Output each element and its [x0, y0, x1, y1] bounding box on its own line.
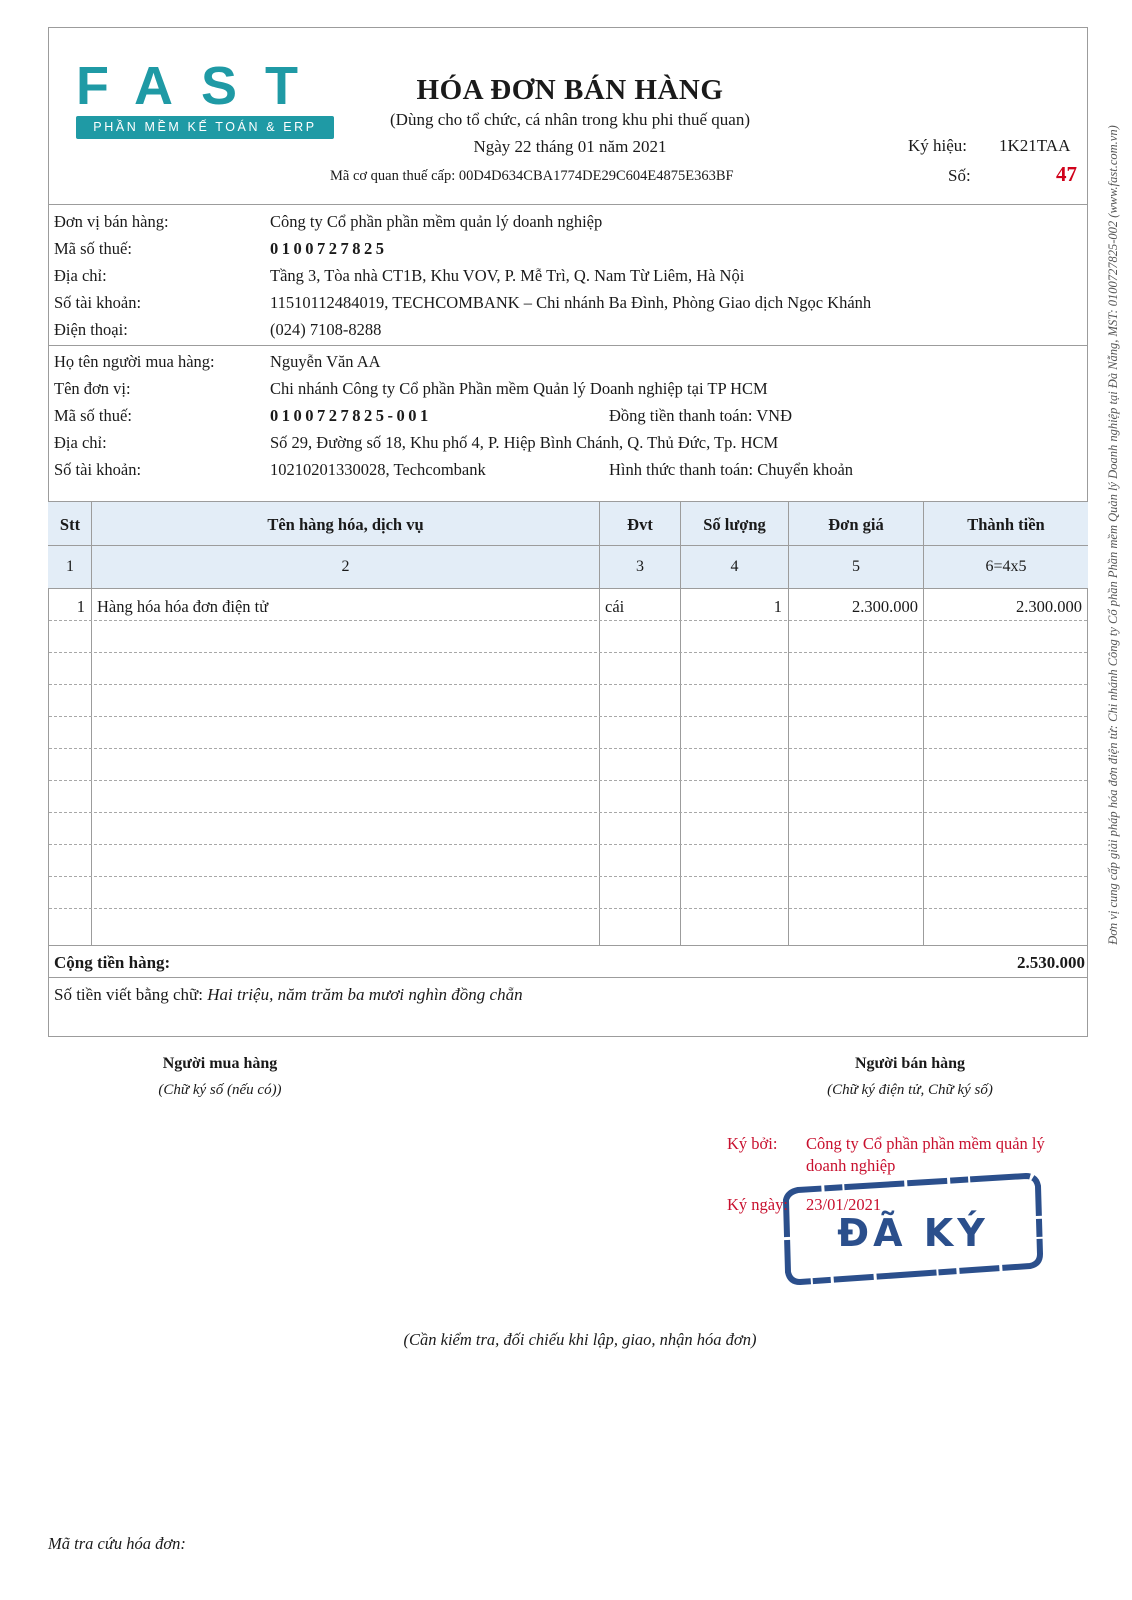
amount-in-words: [54, 985, 523, 1005]
table-row-divider: [49, 620, 1087, 621]
buyer-signature-note: (Chữ ký số (nếu có)): [158, 1082, 282, 1098]
column-header-unit: Đvt: [627, 515, 653, 534]
column-number: 4: [730, 558, 739, 575]
row-item-name: Hàng hóa hóa đơn điện tử: [97, 597, 269, 616]
invoice-subtitle: (Dùng cho tổ chức, cá nhân trong khu phi thuế quan): [390, 110, 750, 129]
table-row-divider: [49, 748, 1087, 749]
signed-by-label: Ký bởi:: [727, 1134, 778, 1153]
buyer-tax-label: Mã số thuế:: [54, 406, 132, 425]
column-number: 6=4x5: [985, 558, 1027, 575]
seller-signature-title: Người bán hàng: [854, 1055, 966, 1072]
invoice-date: Ngày 22 tháng 01 năm 2021: [473, 137, 667, 156]
buyer-unit: Chi nhánh Công ty Cổ phần Phần mềm Quản lý Doanh nghiệp tại TP HCM: [270, 379, 768, 398]
row-price: 2.300.000: [852, 597, 918, 616]
currency: Đồng tiền thanh toán: VNĐ: [609, 406, 793, 425]
invoice-title: HÓA ĐƠN BÁN HÀNG: [416, 74, 724, 106]
signed-by-line1: Công ty Cổ phần phần mềm quản lý: [806, 1134, 1045, 1153]
buyer-account-label: Số tài khoản:: [54, 460, 142, 479]
row-unit: cái: [605, 597, 625, 616]
lookup-code-label: Mã tra cứu hóa đơn:: [48, 1534, 186, 1553]
tax-authority-code: Mã cơ quan thuế cấp: 00D4D634CBA1774DE29C604E4875E363BF: [330, 168, 734, 184]
column-header-qty: Số lượng: [703, 515, 766, 534]
table-row-divider: [49, 908, 1087, 909]
column-header-price: Đơn giá: [828, 515, 884, 534]
symbol-label: Ký hiệu:: [908, 136, 968, 155]
row-qty: 1: [773, 597, 782, 616]
signed-date-label: Ký ngày:: [727, 1195, 788, 1214]
invoice-number: 47: [1056, 162, 1077, 186]
buyer-signature-title: Người mua hàng: [162, 1055, 278, 1072]
row-stt: 1: [76, 597, 85, 616]
seller-address: Tầng 3, Tòa nhà CT1B, Khu VOV, P. Mễ Trì, Q. Nam Từ Liêm, Hà Nội: [270, 266, 745, 285]
stamp-text: ĐÃ KÝ: [837, 1211, 989, 1255]
seller-tax-label: Mã số thuế:: [54, 239, 132, 258]
column-number: 1: [66, 558, 74, 575]
provider-side-note: Đơn vị cung cấp giải pháp hóa đơn điện tử: Chi nhánh Công ty Cổ phần Phần mềm Quản lý Doanh nghiệp tại Đà Nẵng, MST: 0100727825-002 (www.fast.com.vn): [1106, 125, 1120, 945]
fast-logo-word: [76, 60, 336, 112]
buyer-address: Số 29, Đường số 18, Khu phố 4, P. Hiệp Bình Chánh, Q. Thủ Đức, Tp. HCM: [270, 433, 779, 452]
seller-signature-note: (Chữ ký điện tử, Chữ ký số): [827, 1082, 993, 1098]
buyer-name: Nguyễn Văn AA: [270, 352, 381, 371]
signed-date: 23/01/2021: [806, 1195, 882, 1214]
divider: [48, 204, 1088, 205]
column-number: 5: [852, 558, 860, 575]
seller-name: Công ty Cổ phần phần mềm quản lý doanh nghiệp: [270, 212, 603, 231]
table-divider: [48, 545, 1088, 546]
table-row-divider: [49, 716, 1087, 717]
signed-stamp: [778, 1170, 1048, 1290]
table-row-divider: [49, 844, 1087, 845]
buyer-address-label: Địa chỉ:: [54, 433, 107, 452]
signed-by-line2: doanh nghiệp: [806, 1156, 896, 1175]
payment-method: Hình thức thanh toán: Chuyển khoản: [609, 460, 854, 479]
buyer-account: 10210201330028, Techcombank: [270, 460, 486, 479]
table-row-divider: [49, 812, 1087, 813]
svg-text:FAST: FAST: [76, 60, 327, 112]
buyer-name-label: Họ tên người mua hàng:: [54, 352, 215, 371]
seller-account-label: Số tài khoản:: [54, 293, 142, 312]
symbol-value: 1K21TAA: [999, 136, 1071, 155]
total-label: Cộng tiền hàng:: [54, 953, 171, 972]
seller-name-label: Đơn vị bán hàng:: [54, 212, 169, 231]
seller-phone: (024) 7108-8288: [270, 320, 382, 339]
table-row-divider: [49, 652, 1087, 653]
column-number: 3: [636, 558, 644, 575]
table-top-border: [48, 501, 1088, 502]
column-header-amount: Thành tiền: [967, 515, 1045, 534]
table-divider: [48, 588, 1088, 589]
amount-in-words-label: Số tiền viết bằng chữ:: [54, 985, 203, 1004]
amount-in-words-value: Hai triệu, năm trăm ba mươi nghìn đồng chẵn: [207, 985, 523, 1004]
seller-account: 11510112484019, TECHCOMBANK – Chi nhánh Ba Đình, Phòng Giao dịch Ngọc Khánh: [270, 293, 872, 312]
table-row-divider: [49, 780, 1087, 781]
invoice-number-label: Số:: [948, 166, 971, 185]
divider: [48, 977, 1088, 978]
fast-logo: [76, 60, 336, 142]
row-amount: 2.300.000: [1016, 597, 1082, 616]
table-row-divider: [49, 684, 1087, 685]
table-row-divider: [49, 876, 1087, 877]
logo-tagline: PHẦN MỀM KẾ TOÁN & ERP: [76, 116, 334, 139]
buyer-unit-label: Tên đơn vị:: [54, 379, 131, 398]
column-number: 2: [341, 558, 350, 575]
column-header-name: Tên hàng hóa, dịch vụ: [267, 515, 424, 534]
buyer-tax: 0100727825-001: [270, 406, 432, 425]
seller-tax: 0100727825: [270, 239, 388, 258]
seller-address-label: Địa chỉ:: [54, 266, 107, 285]
seller-phone-label: Điện thoại:: [54, 320, 128, 339]
table-bottom-border: [48, 945, 1088, 946]
column-header-stt: Stt: [59, 515, 81, 534]
total-value: 2.530.000: [1017, 953, 1085, 972]
check-note: (Cần kiểm tra, đối chiếu khi lập, giao, nhận hóa đơn): [403, 1330, 757, 1349]
divider: [48, 345, 1088, 346]
